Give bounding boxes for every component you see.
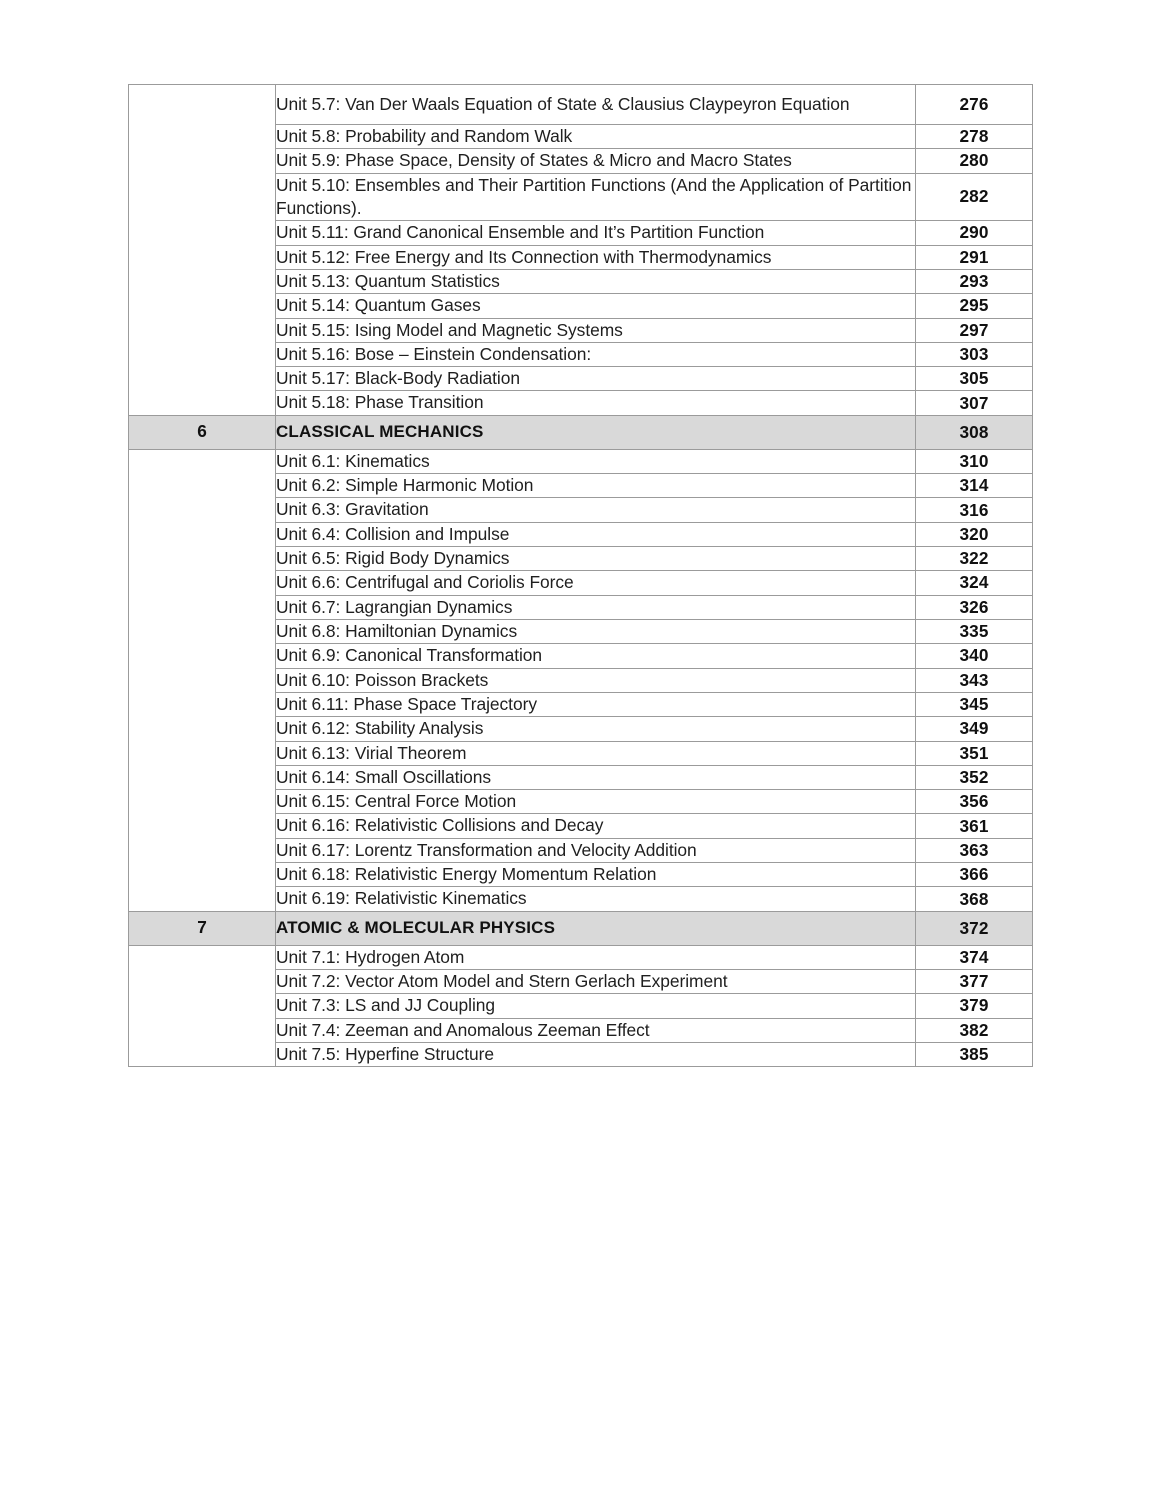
unit-title: Unit 5.17: Black-Body Radiation bbox=[276, 367, 916, 391]
chapter-row bbox=[129, 911, 1033, 945]
unit-page-number: 356 bbox=[916, 790, 1033, 814]
unit-page-number: 320 bbox=[916, 522, 1033, 546]
unit-row bbox=[129, 945, 1033, 969]
unit-title: Unit 5.8: Probability and Random Walk bbox=[276, 125, 916, 149]
unit-title: Unit 7.4: Zeeman and Anomalous Zeeman Effect bbox=[276, 1018, 916, 1042]
unit-page-number: 324 bbox=[916, 571, 1033, 595]
unit-number-spacer bbox=[129, 945, 276, 1067]
chapter-page-number: 372 bbox=[916, 911, 1033, 945]
unit-title: Unit 5.7: Van Der Waals Equation of State & Clausius Claypeyron Equation bbox=[276, 85, 916, 125]
unit-title: Unit 6.4: Collision and Impulse bbox=[276, 522, 916, 546]
unit-title: Unit 6.3: Gravitation bbox=[276, 498, 916, 522]
unit-title: Unit 5.16: Bose – Einstein Condensation: bbox=[276, 342, 916, 366]
chapter-page-number: 308 bbox=[916, 415, 1033, 449]
unit-title: Unit 6.7: Lagrangian Dynamics bbox=[276, 595, 916, 619]
unit-page-number: 278 bbox=[916, 125, 1033, 149]
unit-title: Unit 5.9: Phase Space, Density of States & Micro and Macro States bbox=[276, 149, 916, 173]
unit-page-number: 363 bbox=[916, 838, 1033, 862]
table-of-contents bbox=[128, 84, 1032, 1067]
unit-title: Unit 6.19: Relativistic Kinematics bbox=[276, 887, 916, 911]
unit-page-number: 379 bbox=[916, 994, 1033, 1018]
unit-title: Unit 6.8: Hamiltonian Dynamics bbox=[276, 619, 916, 643]
unit-title: Unit 7.3: LS and JJ Coupling bbox=[276, 994, 916, 1018]
unit-title: Unit 5.13: Quantum Statistics bbox=[276, 269, 916, 293]
unit-page-number: 374 bbox=[916, 945, 1033, 969]
unit-title: Unit 7.2: Vector Atom Model and Stern Gerlach Experiment bbox=[276, 970, 916, 994]
unit-page-number: 340 bbox=[916, 644, 1033, 668]
unit-page-number: 280 bbox=[916, 149, 1033, 173]
unit-title: Unit 7.1: Hydrogen Atom bbox=[276, 945, 916, 969]
unit-title: Unit 6.5: Rigid Body Dynamics bbox=[276, 547, 916, 571]
unit-title: Unit 6.15: Central Force Motion bbox=[276, 790, 916, 814]
unit-title: Unit 6.12: Stability Analysis bbox=[276, 717, 916, 741]
toc-table bbox=[128, 84, 1033, 1067]
unit-title: Unit 6.16: Relativistic Collisions and Decay bbox=[276, 814, 916, 838]
unit-title: Unit 6.1: Kinematics bbox=[276, 449, 916, 473]
unit-title: Unit 5.12: Free Energy and Its Connection with Thermodynamics bbox=[276, 245, 916, 269]
unit-title: Unit 5.15: Ising Model and Magnetic Systems bbox=[276, 318, 916, 342]
unit-title: Unit 6.11: Phase Space Trajectory bbox=[276, 692, 916, 716]
unit-title: Unit 5.18: Phase Transition bbox=[276, 391, 916, 415]
chapter-title: ATOMIC & MOLECULAR PHYSICS bbox=[276, 911, 916, 945]
unit-title: Unit 6.2: Simple Harmonic Motion bbox=[276, 474, 916, 498]
unit-page-number: 382 bbox=[916, 1018, 1033, 1042]
chapter-number: 6 bbox=[129, 415, 276, 449]
chapter-number: 7 bbox=[129, 911, 276, 945]
unit-page-number: 351 bbox=[916, 741, 1033, 765]
unit-page-number: 361 bbox=[916, 814, 1033, 838]
unit-page-number: 385 bbox=[916, 1042, 1033, 1066]
unit-page-number: 295 bbox=[916, 294, 1033, 318]
unit-page-number: 310 bbox=[916, 449, 1033, 473]
unit-page-number: 276 bbox=[916, 85, 1033, 125]
toc-table-body bbox=[129, 85, 1033, 1067]
unit-title: Unit 6.13: Virial Theorem bbox=[276, 741, 916, 765]
unit-page-number: 322 bbox=[916, 547, 1033, 571]
unit-number-spacer bbox=[129, 449, 276, 911]
unit-page-number: 307 bbox=[916, 391, 1033, 415]
unit-title: Unit 6.9: Canonical Transformation bbox=[276, 644, 916, 668]
unit-title: Unit 6.18: Relativistic Energy Momentum Relation bbox=[276, 863, 916, 887]
unit-number-spacer bbox=[129, 85, 276, 416]
unit-title: Unit 6.14: Small Oscillations bbox=[276, 765, 916, 789]
unit-page-number: 345 bbox=[916, 692, 1033, 716]
unit-page-number: 349 bbox=[916, 717, 1033, 741]
unit-page-number: 352 bbox=[916, 765, 1033, 789]
unit-page-number: 303 bbox=[916, 342, 1033, 366]
unit-page-number: 326 bbox=[916, 595, 1033, 619]
unit-page-number: 297 bbox=[916, 318, 1033, 342]
unit-title: Unit 5.10: Ensembles and Their Partition Functions (And the Application of Partition Functions). bbox=[276, 173, 916, 221]
unit-page-number: 282 bbox=[916, 173, 1033, 221]
unit-title: Unit 6.17: Lorentz Transformation and Velocity Addition bbox=[276, 838, 916, 862]
unit-page-number: 366 bbox=[916, 863, 1033, 887]
unit-page-number: 335 bbox=[916, 619, 1033, 643]
unit-page-number: 314 bbox=[916, 474, 1033, 498]
unit-page-number: 316 bbox=[916, 498, 1033, 522]
unit-page-number: 305 bbox=[916, 367, 1033, 391]
unit-title: Unit 6.6: Centrifugal and Coriolis Force bbox=[276, 571, 916, 595]
unit-title: Unit 6.10: Poisson Brackets bbox=[276, 668, 916, 692]
unit-page-number: 368 bbox=[916, 887, 1033, 911]
unit-page-number: 290 bbox=[916, 221, 1033, 245]
unit-row bbox=[129, 85, 1033, 125]
unit-page-number: 343 bbox=[916, 668, 1033, 692]
unit-row bbox=[129, 449, 1033, 473]
unit-page-number: 291 bbox=[916, 245, 1033, 269]
unit-title: Unit 7.5: Hyperfine Structure bbox=[276, 1042, 916, 1066]
unit-title: Unit 5.11: Grand Canonical Ensemble and It’s Partition Function bbox=[276, 221, 916, 245]
unit-page-number: 293 bbox=[916, 269, 1033, 293]
unit-title: Unit 5.14: Quantum Gases bbox=[276, 294, 916, 318]
chapter-row bbox=[129, 415, 1033, 449]
unit-page-number: 377 bbox=[916, 970, 1033, 994]
chapter-title: CLASSICAL MECHANICS bbox=[276, 415, 916, 449]
